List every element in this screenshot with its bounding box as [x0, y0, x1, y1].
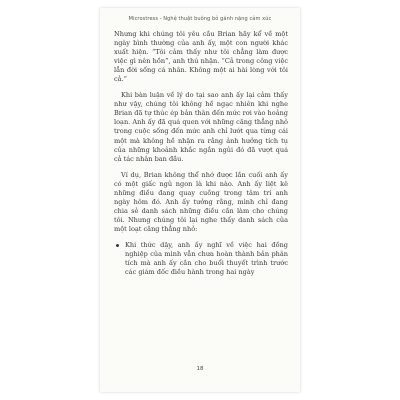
paragraph: Ví dụ, Brian không thể nhớ được lần cuối anh ấy có một giấc ngủ ngon là khi nào. Anh ấy liệt kê những điều đang quay cuồng trong tâm trí anh ngày hôm đó. Anh ấy tưởng rằng, mình chỉ đang chia sẻ danh sách những điều cần làm cho chúng tôi. Nhưng chúng tôi lại nghe thấy danh sách của một loạt căng thẳng nhỏ: [114, 170, 288, 233]
bullet-icon [116, 244, 119, 247]
list-item [114, 241, 288, 277]
page-number: 18 [196, 366, 204, 372]
bullet-list [114, 241, 288, 277]
list-item-text: Khi thức dậy, anh ấy nghĩ về việc hai đồng nghiệp của mình vẫn chưa hoàn thành bản phân tích mà anh ấy cần cho buổi thuyết trình trước các giám đốc điều hành trong hai ngày [125, 240, 288, 277]
running-header: Microstress - Nghệ thuật buông bỏ gánh nặng cảm xúc [128, 16, 272, 22]
paragraph: Nhưng khi chúng tôi yêu cầu Brian hãy kể về một ngày bình thường của anh ấy, một con người khác xuất hiện. “Tôi cảm thấy như tôi chẳng làm được việc gì nên hồn”, anh thú nhận. “Cả trong công việc lẫn đời sống cá nhân. Không một ai hài lòng với tôi cả.” [114, 30, 288, 84]
paragraph: Khi bàn luận về lý do tại sao anh ấy lại cảm thấy như vậy, chúng tôi không hề ngạc nhiên khi nghe Brian đã tự thúc ép bản thân đến mức rơi vào hoảng loạn. Anh ấy đã quá quen với những căng thẳng nhỏ trong cuộc sống đến mức anh chỉ lướt qua từng cái một mà không hề nhận ra rằng ảnh hưởng tích tụ của những khoảnh khắc ngắn ngủi đó đã vượt quá cả tác nhân ban đầu. [114, 91, 288, 163]
body-text [114, 30, 288, 277]
book-page [100, 8, 300, 392]
